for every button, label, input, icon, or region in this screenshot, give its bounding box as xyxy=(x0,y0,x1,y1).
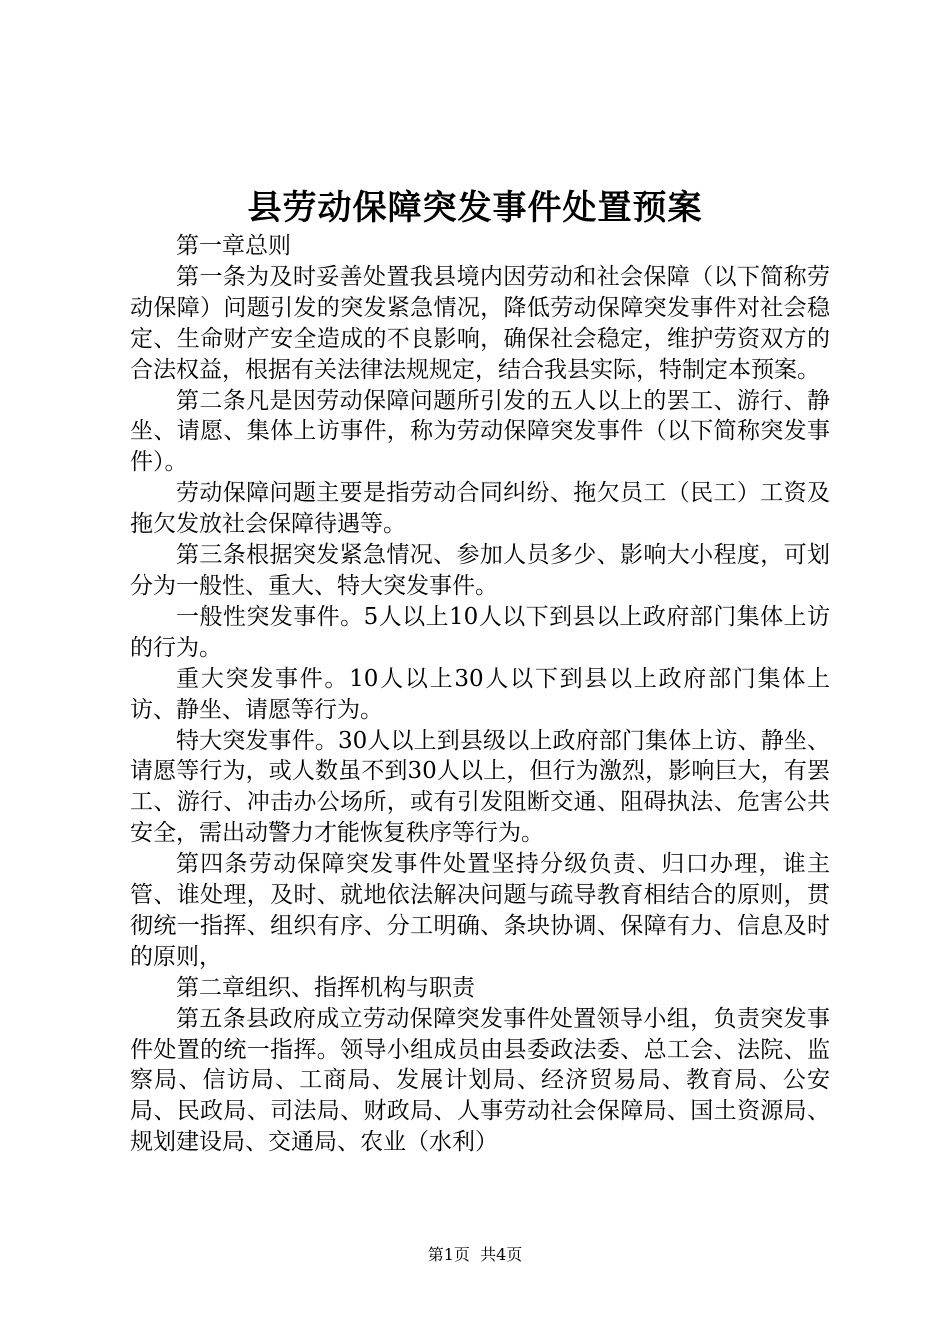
document-body xyxy=(130,231,830,1158)
footer-separator xyxy=(470,1245,480,1264)
body-paragraph: 特大突发事件。30人以上到县级以上政府部门集体上访、静坐、请愿等行为，或人数虽不到30人以上，但行为激烈，影响巨大，有罢工、游行、冲击办公场所，或有引发阻断交通、阻碍执法、危害公共安全，需出动警力才能恢复秩序等行为。 xyxy=(130,727,830,847)
article-paragraph: 第二条凡是因劳动保障问题所引发的五人以上的罢工、游行、静坐、请愿、集体上访事件，称为劳动保障突发事件（以下简称突发事件）。 xyxy=(130,387,830,476)
body-paragraph: 一般性突发事件。5人以上10人以下到县以上政府部门集体上访的行为。 xyxy=(130,603,830,661)
article-paragraph: 第五条县政府成立劳动保障突发事件处置领导小组，负责突发事件处置的统一指挥。领导小组成员由县委政法委、总工会、法院、监察局、信访局、工商局、发展计划局、经济贸易局、教育局、公安局、民政局、司法局、财政局、人事劳动社会保障局、国土资源局、规划建设局、交通局、农业（水利） xyxy=(130,1005,830,1156)
body-paragraph: 重大突发事件。10人以上30人以下到县以上政府部门集体上访、静坐、请愿等行为。 xyxy=(130,665,830,723)
article-paragraph: 第三条根据突发紧急情况、参加人员多少、影响大小程度，可划分为一般性、重大、特大突发事件。 xyxy=(130,542,830,599)
body-paragraph: 劳动保障问题主要是指劳动合同纠纷、拖欠员工（民工）工资及拖欠发放社会保障待遇等。 xyxy=(130,480,830,538)
document-title: 县劳动保障突发事件处置预案 xyxy=(247,188,703,228)
chapter-heading: 第一章总则 xyxy=(176,233,291,259)
page-number: 第1页 xyxy=(427,1245,470,1264)
article-paragraph: 第四条劳动保障突发事件处置坚持分级负责、归口办理，谁主管、谁处理，及时、就地依法解决问题与疏导教育相结合的原则，贯彻统一指挥、组织有序、分工明确、条块协调、保障有力、信息及时的原则， xyxy=(130,851,830,970)
page-total: 共4页 xyxy=(480,1245,523,1264)
chapter-heading: 第二章组织、指挥机构与职责 xyxy=(176,974,475,1001)
page-footer xyxy=(0,1244,950,1266)
article-paragraph: 第一条为及时妥善处置我县境内因劳动和社会保障（以下简称劳动保障）问题引发的突发紧急情况，降低劳动保障突发事件对社会稳定、生命财产安全造成的不良影响，确保社会稳定，维护劳资双方的合法权益，根据有关法律法规规定，结合我县实际，特制定本预案。 xyxy=(130,263,830,383)
